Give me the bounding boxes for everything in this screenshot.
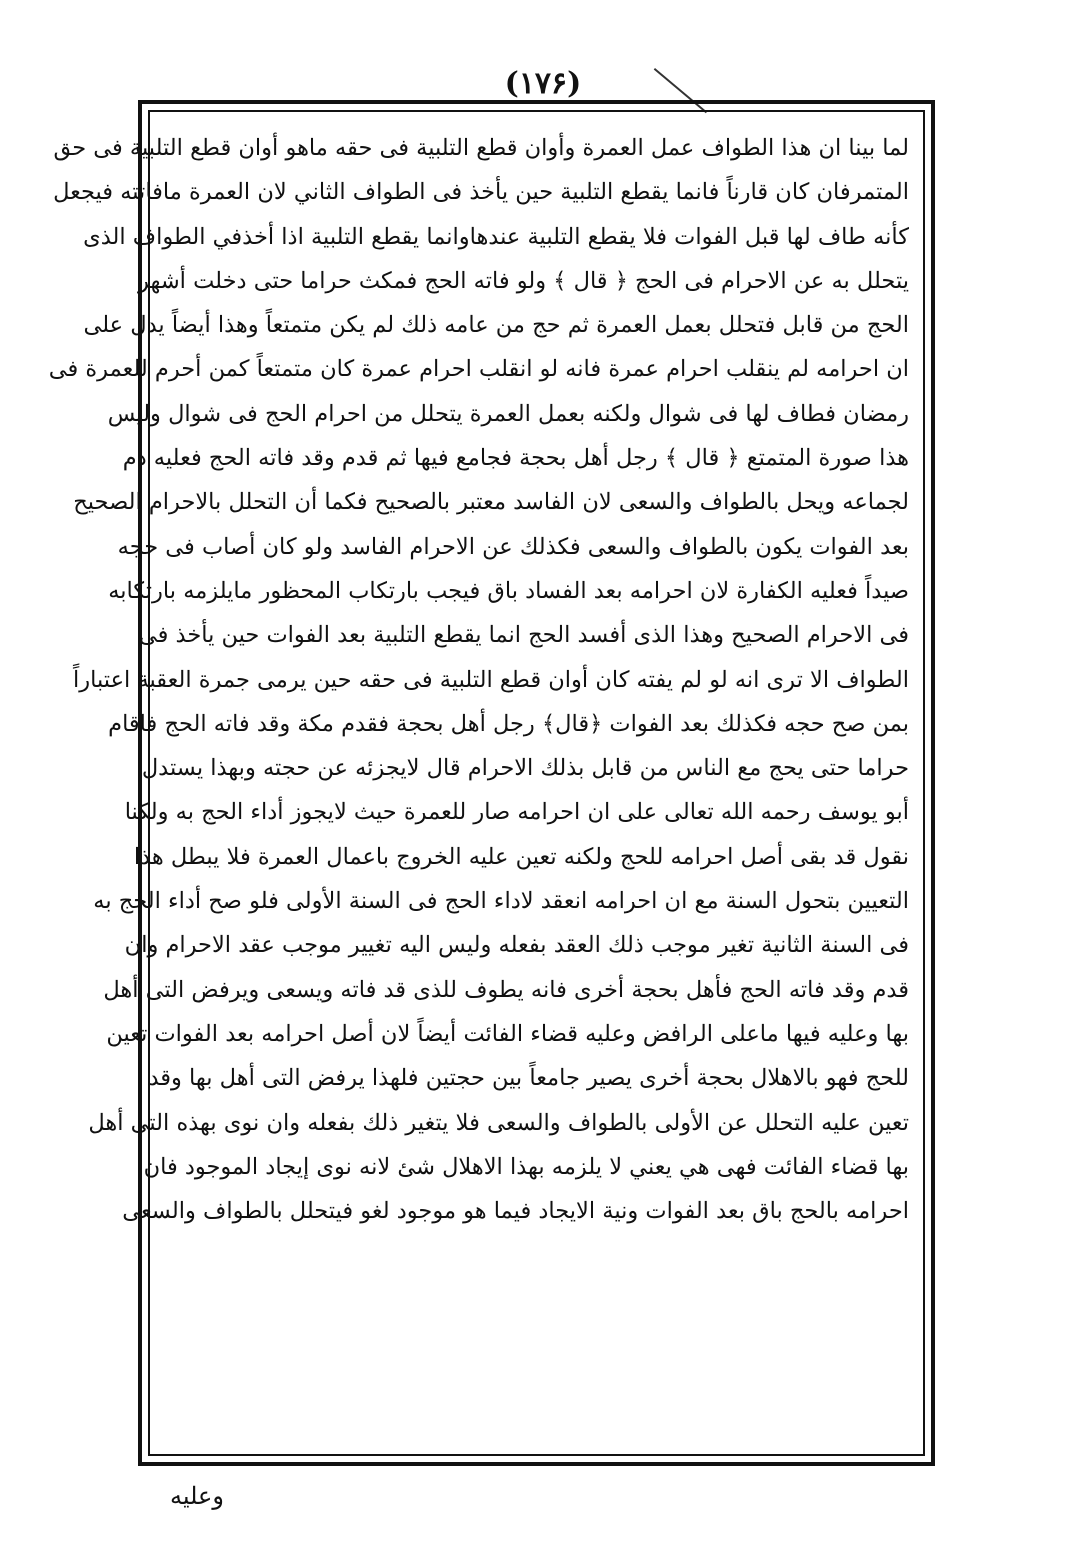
text-line: الطواف الا ترى انه لو لم يفته كان أوان قطع التلبية فى حقه حين يرمى جمرة العقبة اعتباراً	[73, 666, 909, 693]
text-line: بها قضاء الفائت فهى هي يعني لا يلزمه بهذا الاهلال شئ لانه نوى إيجاد الموجود فان	[143, 1153, 909, 1180]
text-line: التعيين بتحول السنة مع ان احرامه انعقد لاداء الحج فى السنة الأولى فلو صح أداء الحج به	[93, 888, 909, 915]
text-line: أبو يوسف رحمه الله تعالى على ان احرامه صار للعمرة حيث لايجوز أداء الحج به ولكنا	[124, 799, 909, 826]
text-line: يتحلل به عن الاحرام فى الحج ﴿ قال ﴾ ولو فاته الحج فمكث حراما حتى دخلت أشهر	[138, 267, 909, 294]
text-line: صيداً فعليه الكفارة لان احرامه بعد الفساد باق فيجب بارتكاب المحظور مايلزمه بارتكابه	[108, 577, 909, 604]
page-frame-inner	[48, 110, 925, 1456]
body-text	[48, 126, 909, 1440]
text-line: رمضان فطاف لها فى شوال ولكنه بعمل العمرة يتحلل من احرام الحج فى شوال وليس	[107, 400, 909, 427]
text-line: المتمرفان كان قارناً فانما يقطع التلبية حين يأخذ فى الطواف الثاني لان العمرة مافاتته فيجعل	[53, 179, 909, 206]
text-line: فى السنة الثانية تغير موجب ذلك العقد بفعله وليس اليه تغيير موجب عقد الاحرام وان	[124, 932, 909, 959]
text-line: الحج من قابل فتحلل بعمل العمرة ثم حج من عامه ذلك لم يكن متمتعاً وهذا أيضاً يدل على	[83, 312, 909, 339]
text-line: هذا صورة المتمتع ﴿ قال ﴾ رجل أهل بحجة فجامع فيها ثم قدم وقد فاته الحج فعليه دم	[122, 445, 909, 472]
text-line: تعين عليه التحلل عن الأولى بالطواف والسعى فلا يتغير ذلك بفعله وان نوى بهذه التى أهل	[88, 1109, 909, 1136]
text-line: احرامه بالحج باق بعد الفوات ونية الايجاد فيما هو موجود لغو فيتحلل بالطواف والسعى	[122, 1198, 909, 1225]
page-frame	[48, 100, 935, 1466]
text-line: لجماعه ويحل بالطواف والسعى لان الفاسد معتبر بالصحيح فكما أن التحلل بالاحرام الصحيح	[73, 489, 909, 516]
text-line: حراما حتى يحج مع الناس من قابل بذلك الاحرام قال لايجزئه عن حجته وبهذا يستدل	[141, 755, 909, 782]
text-line: ان احرامه لم ينقلب احرام عمرة فانه لو انقلب احرام عمرة كان متمتعاً كمن أحرم للعمرة فى	[48, 356, 909, 383]
text-line: فى الاحرام الصحيح وهذا الذى أفسد الحج انما يقطع التلبية بعد الفوات حين يأخذ فى	[138, 622, 909, 649]
text-line: نقول قد بقى أصل احرامه للحج ولكنه تعين عليه الخروج باعمال العمرة فلا يبطل هذا	[133, 843, 909, 870]
text-line: بعد الفوات يكون بالطواف والسعى فكذلك عن الاحرام الفاسد ولو كان أصاب فى حجه	[117, 533, 909, 560]
catchword: وعليه	[170, 1482, 224, 1510]
text-line: قدم وقد فاته الحج فأهل بحجة أخرى فانه يطوف للذى قد فاته ويسعى ويرفض التى أهل	[103, 976, 909, 1003]
text-line: بمن صح حجه فكذلك بعد الفوات ﴿قال﴾ رجل أهل بحجة فقدم مكة وقد فاته الحج فاقام	[108, 710, 909, 737]
text-line: كأنه طاف لها قبل الفوات فلا يقطع التلبية عندهاوانما يقطع التلبية اذا أخذفي الطواف الذى	[83, 223, 909, 250]
page-number: (۱۷۶)	[504, 66, 582, 101]
text-line: للحج فهو بالاهلال بحجة أخرى يصير جامعاً بين حجتين فلهذا يرفض التى أهل بها وقد	[148, 1065, 909, 1092]
text-line: بها وعليه فيها ماعلى الرافض وعليه قضاء الفائت أيضاً لان أصل احرامه بعد الفوات تعين	[106, 1020, 909, 1047]
text-line: لما بينا ان هذا الطواف عمل العمرة وأوان قطع التلبية فى حقه ماهو أوان قطع التلبية فى حق	[53, 135, 909, 161]
